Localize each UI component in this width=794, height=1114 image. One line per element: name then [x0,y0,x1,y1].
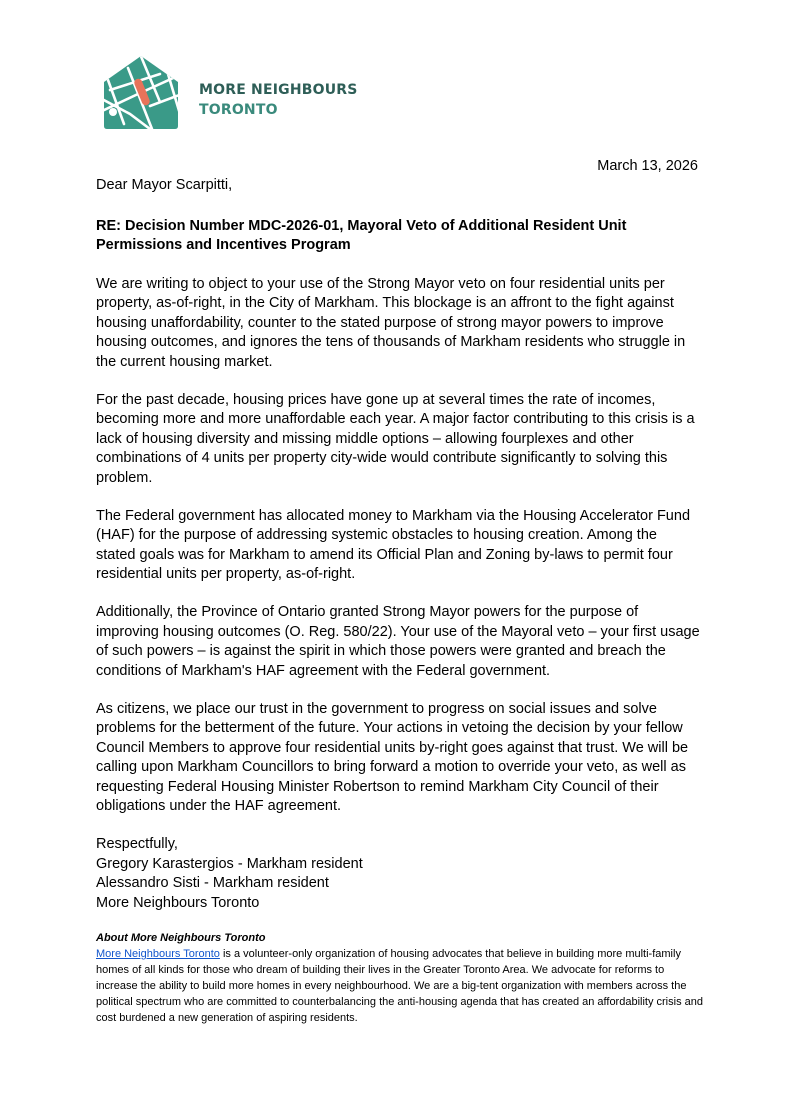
paragraph-1: We are writing to object to your use of the Strong Mayor veto on four residential units per property, as-of-right, in the City of Markham. This blockage is an affront to the fight against housing unaffordability, counter to the stated purpose of strong mayor powers to improve housing outcomes, and ignores the tens of thousands of Markham residents who struggle in the current housing market. [96,275,686,370]
letter-body [96,176,700,913]
about-link[interactable]: More Neighbours Toronto [96,948,220,960]
map-pin-dot [109,108,117,116]
closing: Respectfully, [96,836,178,852]
about-title: About More Neighbours Toronto [96,932,266,944]
logo-wordmark [199,80,358,120]
signatory-2: Alessandro Sisti - Markham resident [96,875,329,891]
subject-line: RE: Decision Number MDC-2026-01, Mayoral Veto of Additional Resident Unit Permissions and Incentives Program [96,217,627,253]
house-map-icon [100,54,182,130]
about-description: is a volunteer-only organization of housing advocates that believe in building more multi-family homes of all kinds for those who dream of building their lives in the Greater Toronto Area. We advocate for reforms to increase the ability to build more homes in every neighbourhood. We are a big-tent organization with members across the political spectrum who are committed to counterbalancing the anti-housing agenda that has created an affordability crisis and cost burdened a new generation of aspiring residents. [96,948,703,1024]
about-section [96,930,706,1026]
paragraph-5: As citizens, we place our trust in the government to progress on social issues and solve problems for the betterment of the future. Your actions in vetoing the decision by your fellow Council Members to approve four residential units by-right goes against that trust. We will be calling upon Markham Councillors to bring forward a motion to override your veto, as well as requesting Federal Housing Minister Robertson to remind Markham City Council of their obligations under the HAF agreement. [96,700,689,814]
logo-line-1: MORE NEIGHBOURS [199,82,358,98]
salutation: Dear Mayor Scarpitti, [96,177,233,193]
paragraph-2: For the past decade, housing prices have gone up at several times the rate of incomes, becoming more and more unaffordable each year. A major factor contributing to this crisis is a lack of housing diversity and missing middle options – allowing fourplexes and other combinations of 4 units per property city-wide would contribute significantly to solving this problem. [96,391,695,486]
signatory-3: More Neighbours Toronto [96,894,260,911]
signature-block [96,835,700,913]
logo [100,54,400,130]
about-text [96,946,706,1026]
paragraph-4: Additionally, the Province of Ontario granted Strong Mayor powers for the purpose of improving housing outcomes (O. Reg. 580/22). Your use of the Mayoral veto – your first usage of such powers – is against the spirit in which those powers were granted and breach the conditions of Markham's HAF agreement with the Federal government. [96,604,700,679]
logo-line-2: TORONTO [199,102,278,118]
letter-date: March 13, 2026 [597,158,698,174]
paragraph-3: The Federal government has allocated money to Markham via the Housing Accelerator Fund (HAF) for the purpose of addressing systemic obstacles to housing creation. Among the stated goals was for Markham to amend its Official Plan and Zoning by-laws to permit four residential units per property, as-of-right. [96,507,691,582]
signatory-1: Gregory Karastergios - Markham resident [96,855,363,872]
